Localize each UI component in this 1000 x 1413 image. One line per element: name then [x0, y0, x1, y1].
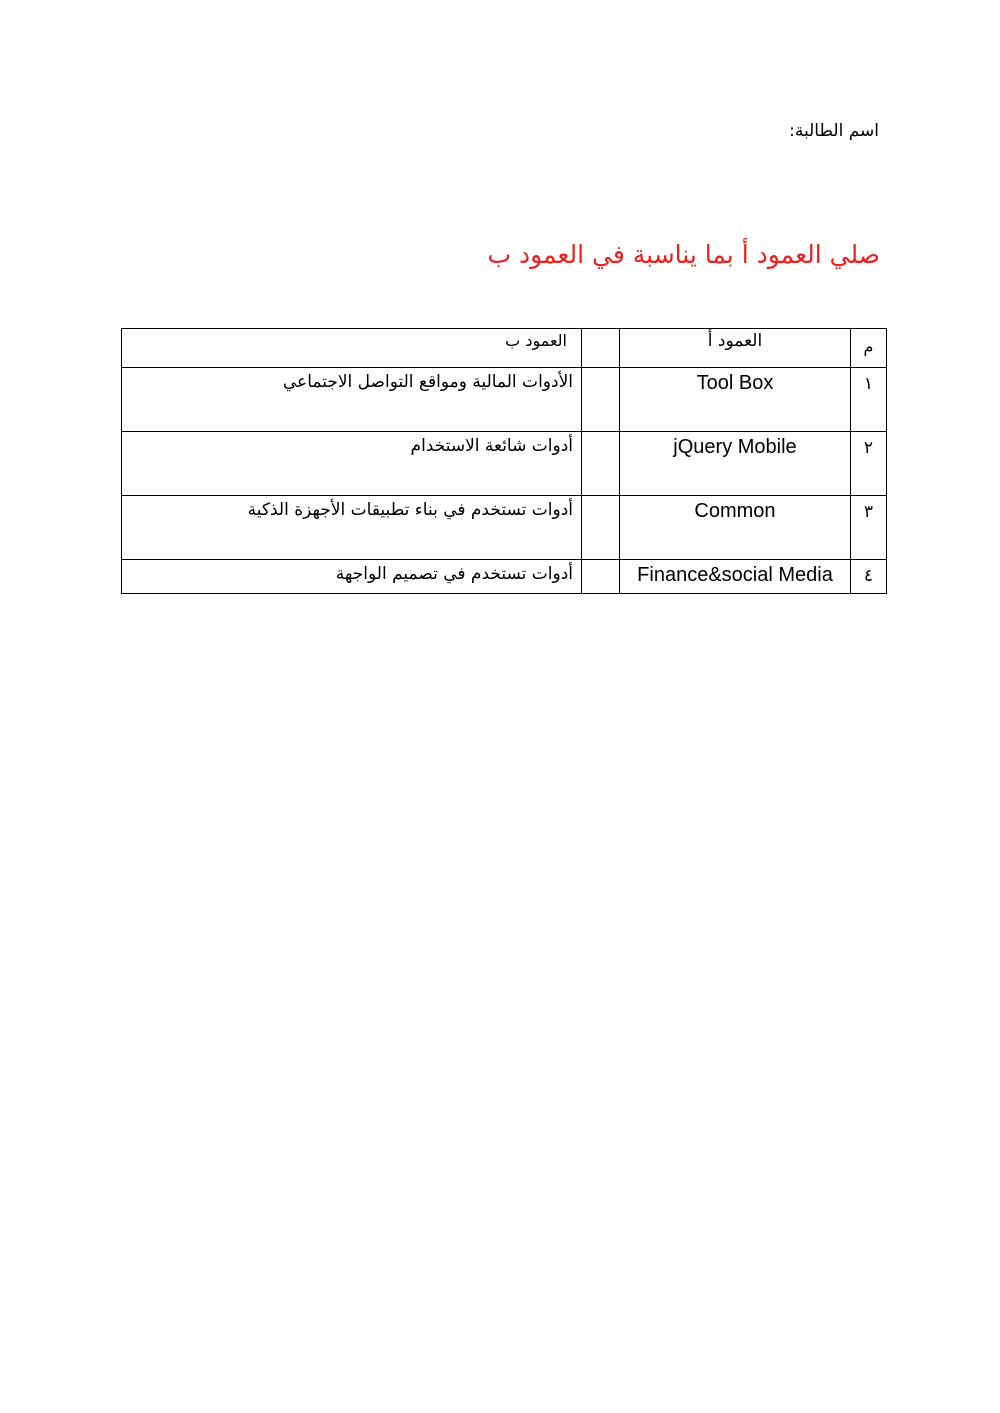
col-b-item: أدوات تستخدم في بناء تطبيقات الأجهزة الذكية	[122, 496, 582, 560]
answer-gap-cell	[582, 432, 620, 496]
student-name-label: اسم الطالبة:	[789, 121, 879, 141]
header-m: م	[851, 329, 887, 368]
header-col-b: العمود ب	[122, 329, 582, 368]
answer-gap-cell	[582, 368, 620, 432]
matching-table	[121, 328, 887, 594]
table-row	[122, 560, 887, 594]
col-a-item: Common	[620, 496, 851, 560]
col-b-item: الأدوات المالية ومواقع التواصل الاجتماعي	[122, 368, 582, 432]
table-row	[122, 496, 887, 560]
col-b-item: أدوات تستخدم في تصميم الواجهة	[122, 560, 582, 594]
col-a-item: Tool Box	[620, 368, 851, 432]
table-header-row	[122, 329, 887, 368]
answer-gap-cell	[582, 329, 620, 368]
row-number: ١	[851, 368, 887, 432]
col-b-item: أدوات شائعة الاستخدام	[122, 432, 582, 496]
answer-gap-cell	[582, 496, 620, 560]
row-number: ٣	[851, 496, 887, 560]
table-row	[122, 432, 887, 496]
table-row	[122, 368, 887, 432]
col-a-item: jQuery Mobile	[620, 432, 851, 496]
row-number: ٤	[851, 560, 887, 594]
answer-gap-cell	[582, 560, 620, 594]
col-a-item: Finance&social Media	[620, 560, 851, 594]
row-number: ٢	[851, 432, 887, 496]
header-col-a: العمود أ	[620, 329, 851, 368]
instruction-title: صلي العمود أ بما يناسبة في العمود ب	[487, 240, 880, 269]
